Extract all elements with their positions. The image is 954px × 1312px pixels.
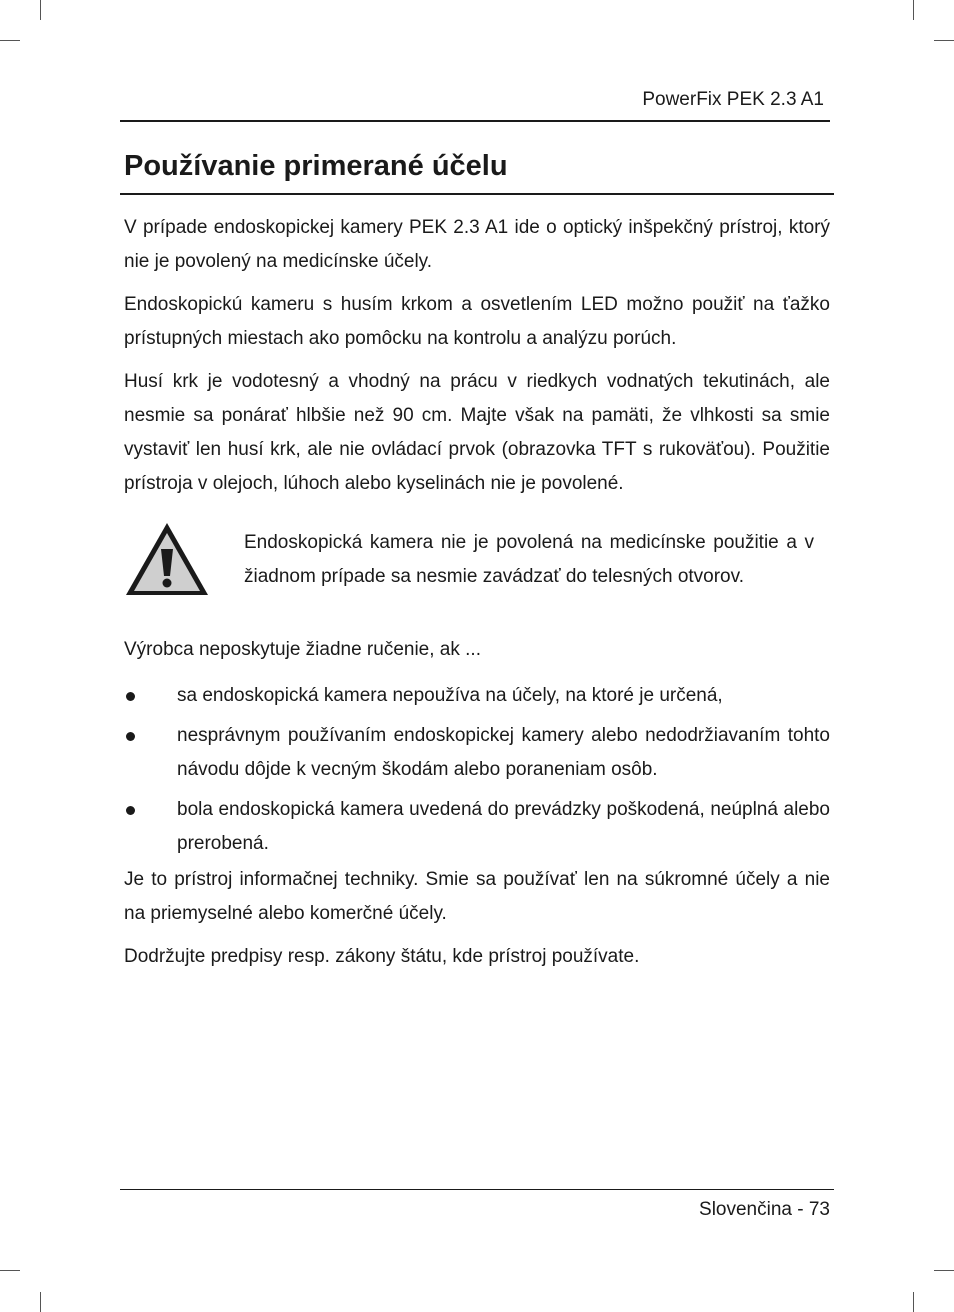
list-item: nesprávnym používaním endoskopickej kamery alebo nedodržiavaním tohto návodu dôjde k vecným škodám alebo poraneniam osôb. (124, 719, 830, 787)
warning-triangle-icon (124, 521, 210, 597)
crop-mark (934, 1270, 954, 1271)
crop-mark (0, 40, 20, 41)
footer-divider (120, 1189, 834, 1190)
footer-page-label: Slovenčina - 73 (699, 1199, 830, 1220)
crop-mark (0, 1270, 20, 1271)
paragraph: Je to prístroj informačnej techniky. Smie sa používať len na súkromné účely a nie na priemyselné alebo komerčné účely. (124, 869, 830, 924)
page-content (124, 211, 830, 983)
list-item: sa endoskopická kamera nepoužíva na účely, na ktoré je určená, (124, 679, 830, 713)
page-title: Používanie primerané účelu (124, 150, 508, 182)
crop-mark (934, 40, 954, 41)
bullet-icon (126, 692, 135, 701)
header-divider (120, 120, 830, 122)
paragraph: Husí krk je vodotesný a vhodný na prácu v riedkych vodnatých tekutinách, ale nesmie sa ponárať hlbšie než 90 cm. Majte však na pamäti, že vlhkosti sa smie vystaviť len husí krk, ale nie ovládací prvok (obrazovka TFT s rukoväťou). Použitie prístroja v olejoch, lúhoch alebo kyselinách nie je povolené. (124, 371, 830, 494)
crop-mark (40, 0, 41, 20)
crop-mark (40, 1292, 41, 1312)
liability-intro: Výrobca neposkytuje žiadne ručenie, ak ... (124, 639, 481, 660)
bullet-icon (126, 806, 135, 815)
liability-list (124, 679, 830, 861)
paragraph: V prípade endoskopickej kamery PEK 2.3 A1 ide o optický inšpekčný prístroj, ktorý nie je povolený na medicínske účely. (124, 217, 830, 272)
crop-mark (913, 0, 914, 20)
list-item: bola endoskopická kamera uvedená do prevádzky poškodená, neúplná alebo prerobená. (124, 793, 830, 861)
warning-text: Endoskopická kamera nie je povolená na medicínske použitie a v žiadnom prípade sa nesmie zavádzať do telesných otvorov. (244, 532, 814, 587)
crop-mark (913, 1292, 914, 1312)
warning-note (124, 521, 830, 597)
title-divider (120, 193, 834, 195)
header-product-name: PowerFix PEK 2.3 A1 (642, 89, 824, 110)
paragraph: Endoskopickú kameru s husím krkom a osvetlením LED možno použiť na ťažko prístupných miestach ako pomôcku na kontrolu a analýzu porúch. (124, 294, 830, 349)
bullet-icon (126, 732, 135, 741)
paragraph: Dodržujte predpisy resp. zákony štátu, kde prístroj používate. (124, 946, 640, 967)
